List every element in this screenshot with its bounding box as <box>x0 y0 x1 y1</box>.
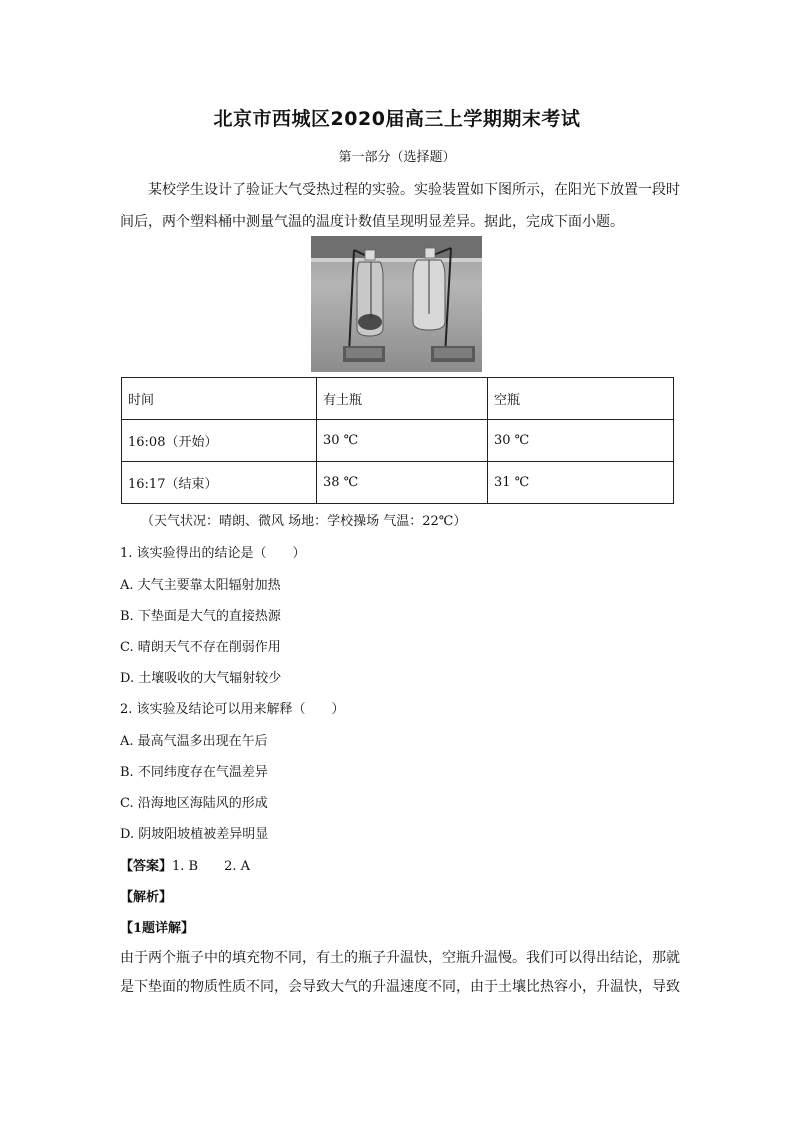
table-cell: 38 ℃ <box>317 462 488 504</box>
q2-option-d: D. 阴坡阳坡植被差异明显 <box>120 827 269 842</box>
header-soil-bottle: 有土瓶 <box>317 378 488 420</box>
q1-option-d: D. 土壤吸收的大气辐射较少 <box>120 671 282 686</box>
table-cell: 16:08（开始） <box>122 420 317 462</box>
table-header-row <box>122 378 674 420</box>
detail-paragraph: 由于两个瓶子中的填充物不同，有土的瓶子升温快，空瓶升温慢。我们可以得出结论，那就是下垫面的物质性质不同，会导致大气的升温速度不同，由于土壤比热容小，升温快，导致 <box>120 950 680 995</box>
intro-paragraph: 某校学生设计了验证大气受热过程的实验。实验装置如下图所示，在阳光下放置一段时间后，两个塑料桶中测量气温的温度计数值呈现明显差异。据此，完成下面小题。 <box>120 182 680 230</box>
q2-option-c: C. 沿海地区海陆风的形成 <box>120 796 268 811</box>
q2-option-b: B. 不同纬度存在气温差异 <box>120 765 268 780</box>
table-cell: 30 ℃ <box>488 420 674 462</box>
detail-label: 【1题详解】 <box>120 921 195 936</box>
answer-label: 【答案】 <box>120 859 173 874</box>
table-row <box>122 420 674 462</box>
header-time: 时间 <box>122 378 317 420</box>
q2-option-a: A. 最高气温多出现在午后 <box>120 734 268 749</box>
temperature-table <box>121 377 674 504</box>
q1-option-c: C. 晴朗天气不存在削弱作用 <box>120 640 281 655</box>
table-cell: 30 ℃ <box>317 420 488 462</box>
header-empty-bottle: 空瓶 <box>488 378 674 420</box>
answer-text: 1. B 2. A <box>172 859 251 874</box>
table-cell: 31 ℃ <box>488 462 674 504</box>
experiment-photo <box>311 236 482 372</box>
section-heading: 第一部分（选择题） <box>338 150 456 165</box>
q1-option-b: B. 下垫面是大气的直接热源 <box>120 609 281 624</box>
q1-option-a: A. 大气主要靠太阳辐射加热 <box>120 578 281 593</box>
answer-line <box>120 855 250 874</box>
table-cell: 16:17（结束） <box>122 462 317 504</box>
analysis-label: 【解析】 <box>120 890 173 905</box>
table-row <box>122 462 674 504</box>
question-2-stem: 2. 该实验及结论可以用来解释（ ） <box>120 702 345 717</box>
page-title: 北京市西城区2020届高三上学期期末考试 <box>213 108 581 130</box>
weather-note: （天气状况：晴朗、微风 场地：学校操场 气温：22℃） <box>141 514 467 529</box>
question-1-stem: 1. 该实验得出的结论是（ ） <box>120 546 306 561</box>
